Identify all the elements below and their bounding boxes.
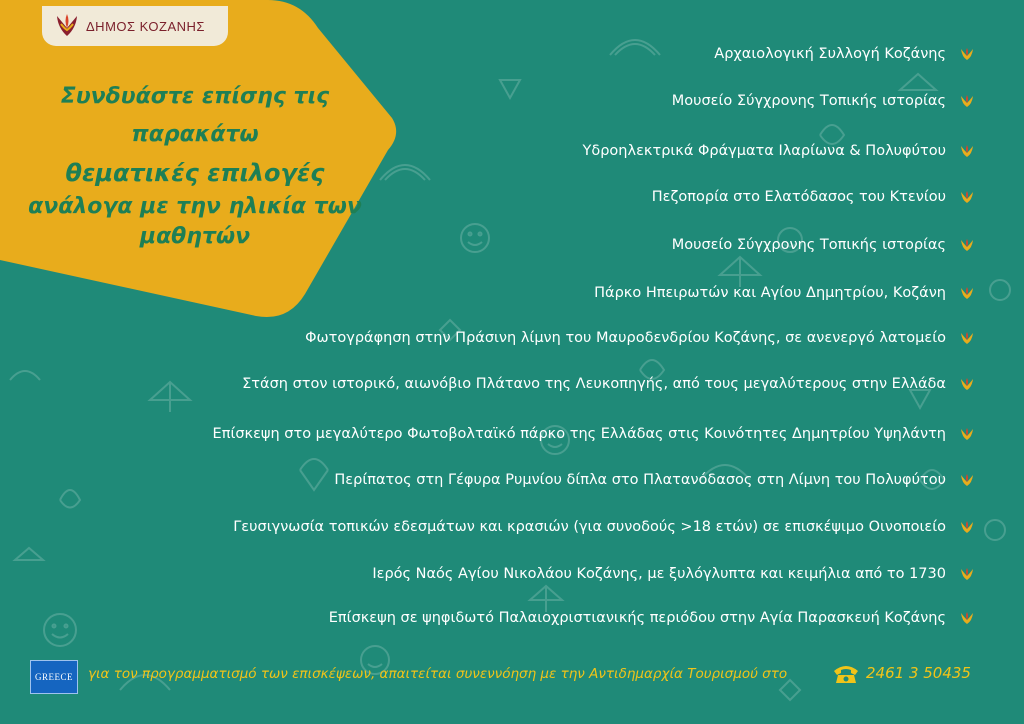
crocus-bullet-icon (960, 520, 974, 534)
list-item (242, 376, 974, 392)
list-item (334, 472, 974, 488)
list-item (594, 285, 974, 301)
crocus-bullet-icon (960, 567, 974, 581)
phone-number: 2461 3 50435 (866, 664, 971, 682)
footer-note: για τον προγραμματισμό των επισκέψεων, απαιτείται συνεννόηση με την Αντιδημαρχία Τουρισμού στο (88, 666, 788, 682)
crocus-bullet-icon (960, 377, 974, 391)
list-item (305, 330, 974, 346)
option-label: Πάρκο Ηπειρωτών και Αγίου Δημητρίου, Κοζάνη (594, 285, 946, 301)
option-label: Υδροηλεκτρικά Φράγματα Ιλαρίωνα & Πολυφύτου (582, 143, 946, 159)
crocus-bullet-icon (960, 94, 974, 108)
footer (30, 660, 990, 694)
option-label: Πεζοπορία στο Ελατόδασος του Κτενίου (651, 189, 946, 205)
crocus-bullet-icon (960, 190, 974, 204)
list-item (329, 610, 974, 626)
crocus-bullet-icon (960, 47, 974, 61)
option-label: Αρχαιολογική Συλλογή Κοζάνης (714, 46, 946, 62)
option-label: Περίπατος στη Γέφυρα Ρυμνίου δίπλα στο Πλατανόδασος στη Λίμνη του Πολυφύτου (334, 472, 946, 488)
phone-icon (832, 663, 860, 685)
crocus-bullet-icon (960, 473, 974, 487)
list-item (714, 46, 974, 62)
crocus-bullet-icon (960, 286, 974, 300)
headline-line-1: Συνδυάστε επίσης τις παρακάτω (60, 84, 330, 147)
logo-text: ΔΗΜΟΣ ΚΟΖΑΝΗΣ (86, 18, 205, 34)
list-item (672, 93, 974, 109)
option-label: Μουσείο Σύγχρονης Τοπικής ιστορίας (671, 93, 946, 109)
municipality-logo (42, 6, 228, 46)
greece-badge: GREECE (30, 660, 78, 694)
option-label: Στάση στον ιστορικό, αιωνόβιο Πλάτανο της Λευκοπηγής, από τους μεγαλύτερους στην Ελλάδα (242, 376, 946, 392)
headline-line-4: μαθητών (139, 224, 251, 249)
list-item (372, 566, 974, 582)
crocus-bullet-icon (960, 238, 974, 252)
list-item (672, 237, 974, 253)
crocus-bullet-icon (960, 611, 974, 625)
crocus-bullet-icon (960, 331, 974, 345)
option-label: Φωτογράφηση στην Πράσινη λίμνη του Μαυροδενδρίου Κοζάνης, σε ανενεργό λατομείο (305, 330, 946, 346)
crocus-logo-icon (54, 12, 80, 40)
headline-line-2: θεματικές επιλογές (65, 159, 325, 187)
option-label: Επίσκεψη στο μεγαλύτερο Φωτοβολταϊκό πάρκο της Ελλάδας στις Κοινότητες Δημητρίου Υψηλάντη (212, 426, 946, 442)
option-label: Επίσκεψη σε ψηφιδωτό Παλαιοχριστιανικής περιόδου στην Αγία Παρασκευή Κοζάνης (328, 610, 946, 626)
list-item (213, 426, 974, 442)
crocus-bullet-icon (960, 427, 974, 441)
headline-line-3: ανάλογα με την ηλικία των (28, 194, 362, 219)
list-item (233, 519, 974, 535)
crocus-bullet-icon (960, 144, 974, 158)
headline (10, 78, 380, 252)
option-label: Ιερός Ναός Αγίου Νικολάου Κοζάνης, με ξυλόγλυπτα και κειμήλια από το 1730 (372, 566, 946, 582)
list-item (652, 189, 974, 205)
list-item (583, 143, 975, 159)
option-label: Μουσείο Σύγχρονης Τοπικής ιστορίας (671, 237, 946, 253)
option-label: Γευσιγνωσία τοπικών εδεσμάτων και κρασιών (για συνοδούς >18 ετών) σε επισκέψιμο Οινοποιείο (233, 519, 946, 535)
